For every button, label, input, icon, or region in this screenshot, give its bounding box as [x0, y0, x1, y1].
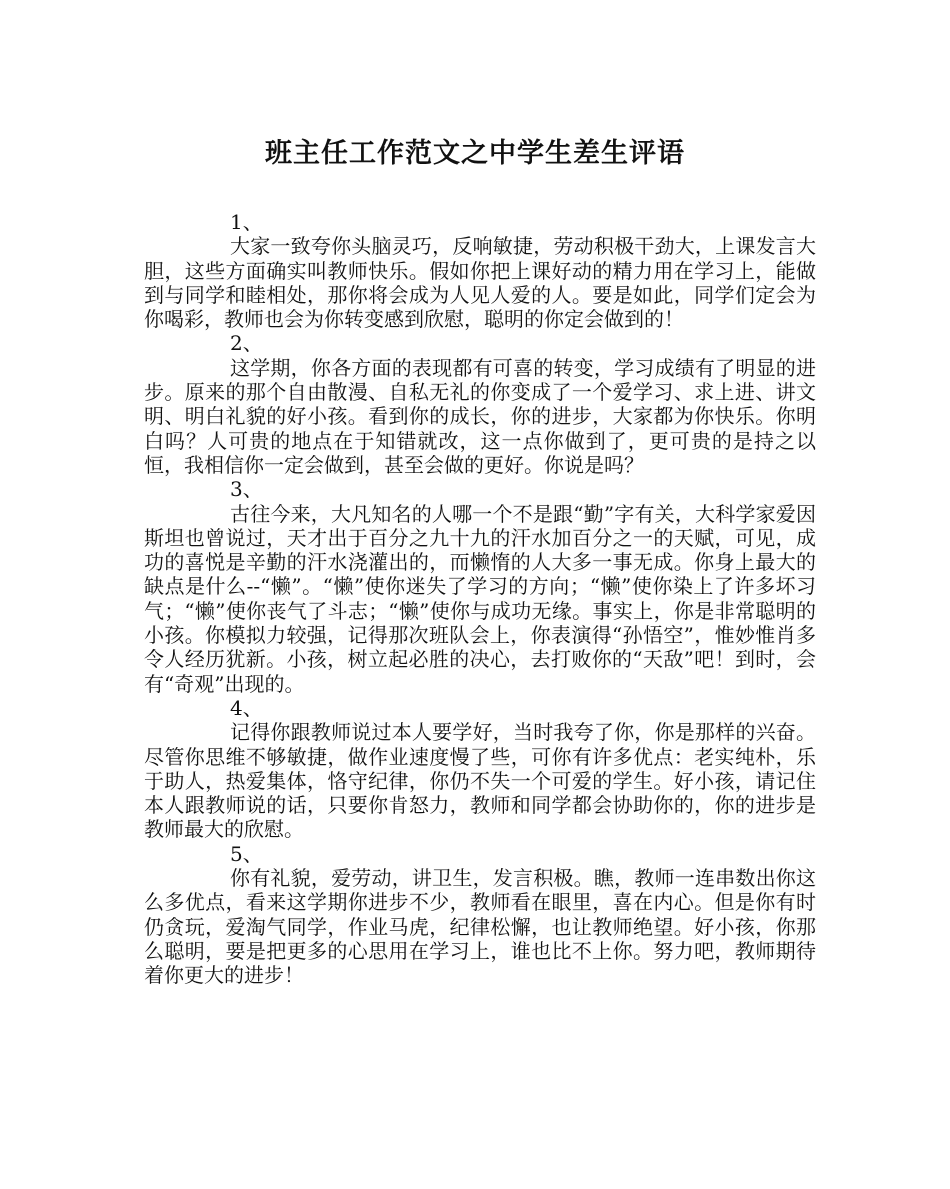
- item-text: 古往今来，大凡知名的人哪一个不是跟“勤”字有关，大科学家爱因斯坦也曾说过，天才出于百分之九十九的汗水加百分之一的天赋，可见，成功的喜悦是辛勤的汗水浇灌出的，而懒惰的人大多一事无成。你身上最大的缺点是什么--“懒”。“懒”使你迷失了学习的方向；“懒”使你染上了许多坏习气；“懒”使你丧气了斗志；“懒”使你与成功无缘。事实上，你是非常聪明的小孩。你模拟力较强，记得那次班队会上，你表演得“孙悟空”，惟妙惟肖多令人经历犹新。小孩，树立起必胜的决心，去打败你的“天敌”吧！到时，会有“奇观”出现的。: [144, 501, 816, 696]
- item-text: 记得你跟教师说过本人要学好，当时我夸了你，你是那样的兴奋。尽管你思维不够敏捷，做作业速度慢了些，可你有许多优点：老实纯朴，乐于助人，热爱集体，恪守纪律，你仍不失一个可爱的学生。好小孩，请记住本人跟教师说的话，只要你肯怒力，教师和同学都会协助你的，你的进步是教师最大的欣慰。: [144, 720, 816, 842]
- item-number: 5、: [230, 841, 263, 866]
- comment-item: [144, 331, 816, 477]
- item-text: 你有礼貌，爱劳动，讲卫生，发言积极。瞧，教师一连串数出你这么多优点，看来这学期你进步不少，教师看在眼里，喜在内心。但是你有时仍贪玩，爱淘气同学，作业马虎，纪律松懈，也让教师绝望。好小孩，你那么聪明，要是把更多的心思用在学习上，谁也比不上你。努力吧，教师期待着你更大的进步！: [144, 866, 816, 988]
- item-number: 4、: [230, 695, 263, 720]
- comment-item: [144, 696, 816, 842]
- comment-item: [144, 477, 816, 696]
- document-body: [144, 210, 816, 988]
- item-text: 大家一致夸你头脑灵巧，反响敏捷，劳动积极干劲大，上课发言大胆，这些方面确实叫教师快乐。假如你把上课好动的精力用在学习上，能做到与同学和睦相处，那你将会成为人见人爱的人。要是如此，同学们定会为你喝彩，教师也会为你转变感到欣慰，聪明的你定会做到的！: [144, 234, 816, 332]
- item-text: 这学期，你各方面的表现都有可喜的转变，学习成绩有了明显的进步。原来的那个自由散漫、自私无礼的你变成了一个爱学习、求上进、讲文明、明白礼貌的好小孩。看到你的成长，你的进步，大家都为你快乐。你明白吗？人可贵的地点在于知错就改，这一点你做到了，更可贵的是持之以恒，我相信你一定会做到，甚至会做的更好。你说是吗？: [144, 355, 816, 477]
- item-number: 3、: [230, 477, 263, 502]
- comment-item: [144, 842, 816, 988]
- document-title: 班主任工作范文之中学生差生评语: [265, 138, 685, 169]
- item-number: 1、: [230, 210, 263, 234]
- comment-item: [144, 210, 816, 331]
- item-number: 2、: [230, 331, 263, 356]
